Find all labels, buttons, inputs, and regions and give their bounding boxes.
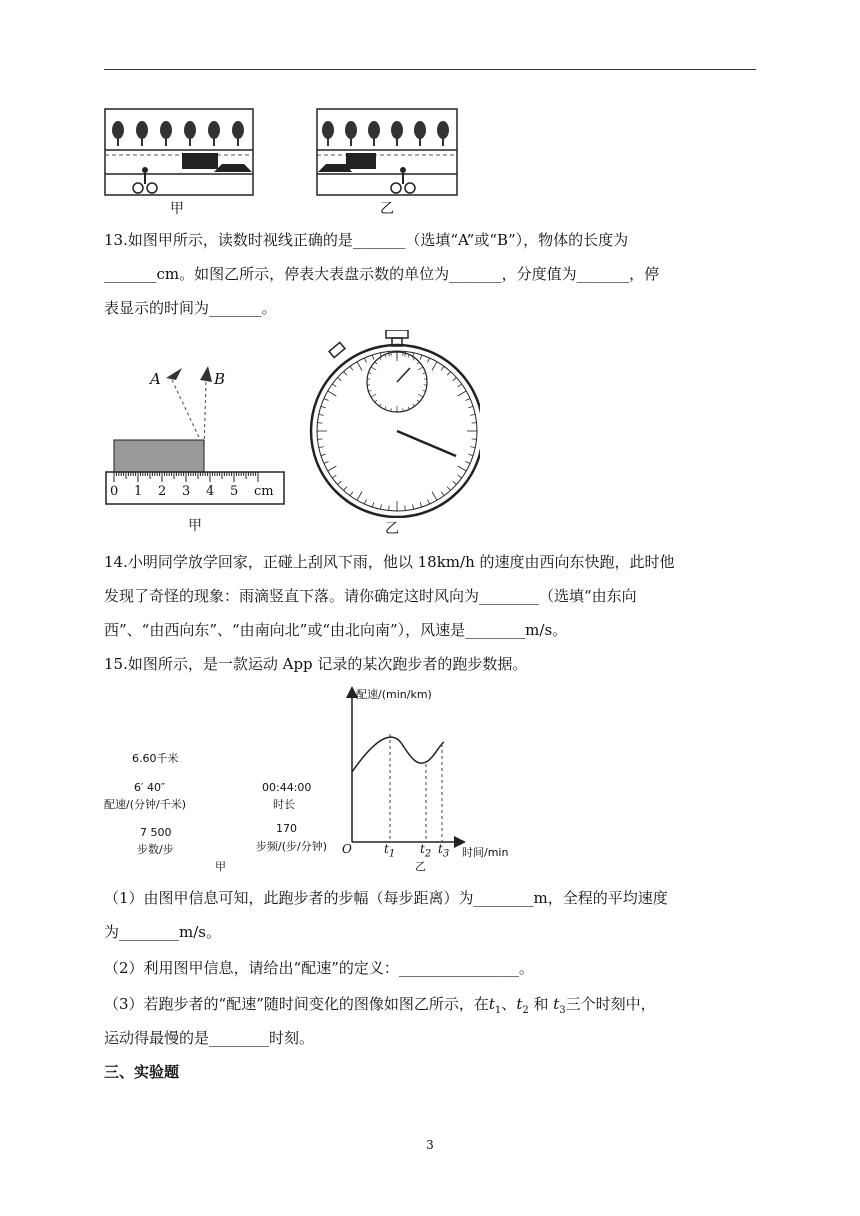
q14-line3: 西”、“由西向东”、“由南向北”或“由北向南”），风速是________m/s。	[104, 621, 568, 639]
section-3-heading: 三、实验题	[104, 1063, 180, 1081]
eye-a-icon	[166, 368, 182, 380]
q15-p3-line2: 运动得最慢的是________时刻。	[104, 1029, 315, 1047]
graph-caption: 乙	[415, 860, 426, 873]
header-rule	[104, 69, 756, 70]
traffic-left-caption: 甲	[170, 201, 184, 217]
eye-a-label: A	[150, 370, 161, 388]
ruler-tick-label: 5	[230, 484, 239, 499]
ruler-tick-label: 1	[134, 484, 143, 499]
app-pace-value: 6′ 40″	[134, 781, 166, 794]
app-distance: 6.60千米	[132, 752, 179, 765]
q15-p2: （2）利用图甲信息，请给出“配速”的定义：________________。	[104, 959, 534, 977]
q15-line1: 15.如图所示，是一款运动 App 记录的某次跑步者的跑步数据。	[104, 655, 528, 673]
ruler-tick-label: 0	[110, 484, 119, 499]
graph-ylabel: 配速/(min/km)	[356, 688, 432, 701]
q13-line2: _______cm。如图乙所示，停表大表盘示数的单位为_______，分度值为_______，停	[104, 265, 660, 283]
app-cadence-value: 170	[276, 822, 297, 835]
app-pace-label: 配速/(分钟/千米)	[104, 798, 186, 811]
ruler-tick-label: cm	[254, 484, 274, 499]
app-caption: 甲	[215, 860, 226, 873]
app-duration-value: 00:44:00	[262, 781, 312, 794]
ruler-figure	[104, 360, 290, 510]
eye-b-icon	[200, 366, 212, 382]
traffic-right-caption: 乙	[380, 201, 394, 217]
q13-line1: 13.如图甲所示，读数时视线正确的是_______（选填“A”或“B”），物体的长度为	[104, 231, 629, 249]
q14-line1: 14.小明同学放学回家，正碰上刮风下雨，他以 18km/h 的速度由西向东快跑，此时他	[104, 553, 675, 571]
ruler-caption: 甲	[188, 518, 202, 534]
q15-p1-line1: （1）由图甲信息可知，此跑步者的步幅（每步距离）为________m，全程的平均速度	[104, 889, 668, 907]
ruler-tick-label: 2	[158, 484, 167, 499]
q14-line2: 发现了奇怪的现象：雨滴竖直下落。请你确定这时风向为________（选填“由东向	[104, 587, 637, 605]
stopwatch-caption: 乙	[385, 521, 399, 537]
traffic-figure-right	[316, 108, 458, 198]
ruler-tick-label: 4	[206, 484, 215, 499]
graph-xlabel: 时间/min	[462, 846, 509, 859]
traffic-figure-left	[104, 108, 254, 198]
pace-graph	[340, 686, 520, 866]
graph-t3: $t_3$	[438, 842, 450, 860]
ruler-tick-label: 3	[182, 484, 191, 499]
graph-origin: O	[342, 842, 352, 856]
app-steps-label: 步数/步	[137, 843, 174, 856]
q13-line3: 表显示的时间为_______。	[104, 299, 277, 317]
app-steps-value: 7 500	[140, 826, 172, 839]
pace-curve	[352, 737, 444, 772]
app-cadence-label: 步频/(步/分钟)	[256, 840, 327, 853]
app-duration-label: 时长	[273, 798, 295, 811]
graph-t1: $t_1$	[384, 842, 396, 860]
eye-b-label: B	[214, 370, 226, 388]
stopwatch-figure	[306, 330, 480, 518]
graph-t2: $t_2$	[420, 842, 432, 860]
q15-p1-line2: 为________m/s。	[104, 923, 221, 941]
page-number: 3	[426, 1138, 434, 1152]
q15-p3-line1: （3）若跑步者的“配速”随时间变化的图像如图乙所示，在$t_1$、$t_2$ 和 $t_3$三个时刻中，	[104, 995, 656, 1016]
